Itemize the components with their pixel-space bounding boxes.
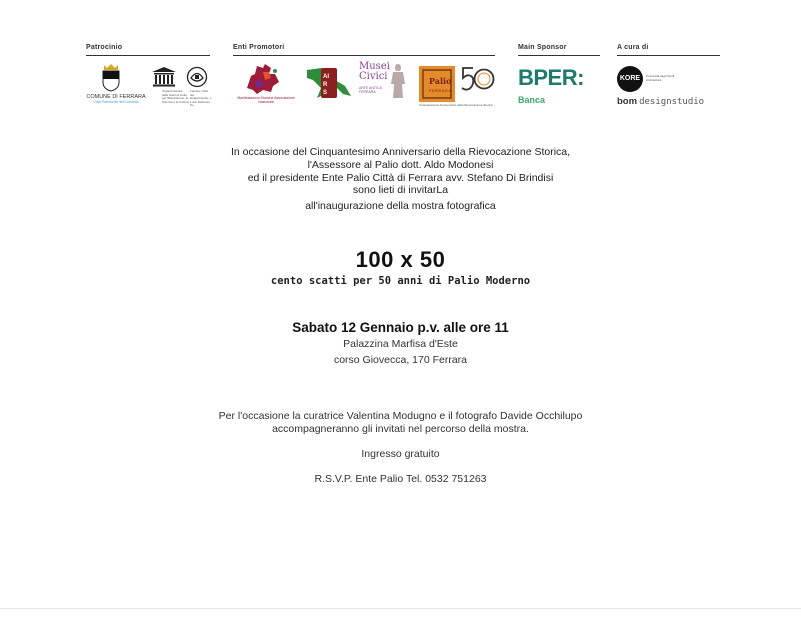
- patrocinio-group: [86, 44, 212, 107]
- svg-text:R: R: [323, 82, 328, 88]
- event-details: [0, 319, 801, 367]
- invitation-line-4: sono lieti di invitarLa: [352, 184, 449, 197]
- invitation-line-2: l'Assessore al Palio dott. Aldo Modonesi: [307, 158, 494, 171]
- svg-text:Palio: Palio: [429, 76, 452, 86]
- comune-crest-icon: [100, 62, 122, 97]
- bom-bold: bom: [617, 96, 638, 107]
- a-cura-di-group: [617, 44, 720, 107]
- sponsor-strip: [0, 44, 801, 114]
- svg-text:FERRARA: FERRARA: [429, 88, 452, 93]
- curator-note-line-1: Per l'occasione la curatrice Valentina Modugno e il fotografo Davide Occhilupo: [218, 410, 583, 422]
- bper-brand: BPER:: [518, 65, 584, 90]
- exhibition-subtitle: cento scatti per 50 anni di Palio Moderno: [270, 275, 531, 287]
- invitation-line-5: all'inaugurazione della mostra fotografica: [305, 200, 496, 213]
- palio-ferrara-box-icon: [419, 66, 455, 107]
- invitation-text: [0, 146, 801, 213]
- kore-text: Università degli Studi Architettura: [646, 74, 675, 82]
- footer-divider: [0, 608, 801, 609]
- fifty-years-icon: [459, 64, 495, 101]
- curator-note: [0, 410, 801, 436]
- enti-promotori-group: [233, 44, 495, 107]
- curator-note-line-2: accompagneranno gli invitati nel percorso della mostra.: [272, 423, 529, 435]
- manifestazioni-label: Manifestazioni Storiche Associazione Nazionale: [237, 96, 295, 104]
- musei-civici-title: Musei Civici: [359, 61, 390, 82]
- unesco-text: Organizzazione delle Nazioni Unite per l'Educazione, la Scienza e la Cultura: [162, 89, 189, 104]
- event-venue: Palazzina Marfisa d'Este: [343, 338, 458, 350]
- musei-civici-logo: [359, 62, 411, 98]
- svg-text:S: S: [323, 90, 328, 96]
- musei-civici-sub: ARTE ANTICA FERRARA: [359, 86, 382, 94]
- invitation-line-3: ed il presidente Ente Palio Città di Ferrara avv. Stefano Di Brindisi: [247, 171, 554, 184]
- a-cura-di-heading: A cura di: [617, 44, 720, 56]
- kore-logo-icon: KORE: [617, 66, 643, 92]
- bom-designstudio-logo: [617, 96, 704, 107]
- statue-icon: [387, 62, 409, 100]
- enti-promotori-heading: Enti Promotori: [233, 44, 495, 56]
- main-sponsor-group: [518, 44, 600, 105]
- exhibition-title: 100 x 50: [355, 247, 446, 272]
- bom-rest: designstudio: [639, 97, 705, 107]
- event-address: corso Giovecca, 170 Ferrara: [333, 354, 468, 366]
- bper-sub: Banca: [518, 95, 546, 105]
- comune-label: COMUNE DI FERRARA Città Patrimonio dell'Umanità: [86, 94, 146, 104]
- world-heritage-text: Ferrara, Città del Rinascimento, e il suo Delta del Po: [190, 89, 212, 107]
- admission-text: Ingresso gratuito: [361, 448, 440, 460]
- main-sponsor-heading: Main Sponsor: [518, 44, 600, 56]
- event-date: Sabato 12 Gennaio p.v. alle ore 11: [292, 320, 509, 335]
- airs-italy-map-icon: [303, 64, 355, 107]
- fifty-caption: Cinquantesimo Anniversario della Rievocazione Storica: [419, 103, 493, 107]
- svg-text:AI: AI: [323, 74, 329, 80]
- rsvp-text: R.S.V.P. Ente Palio Tel. 0532 751263: [314, 473, 487, 485]
- invitation-line-1: In occasione del Cinquantesimo Anniversario della Rievocazione Storica,: [230, 146, 571, 158]
- patrocinio-heading: Patrocinio: [86, 44, 210, 56]
